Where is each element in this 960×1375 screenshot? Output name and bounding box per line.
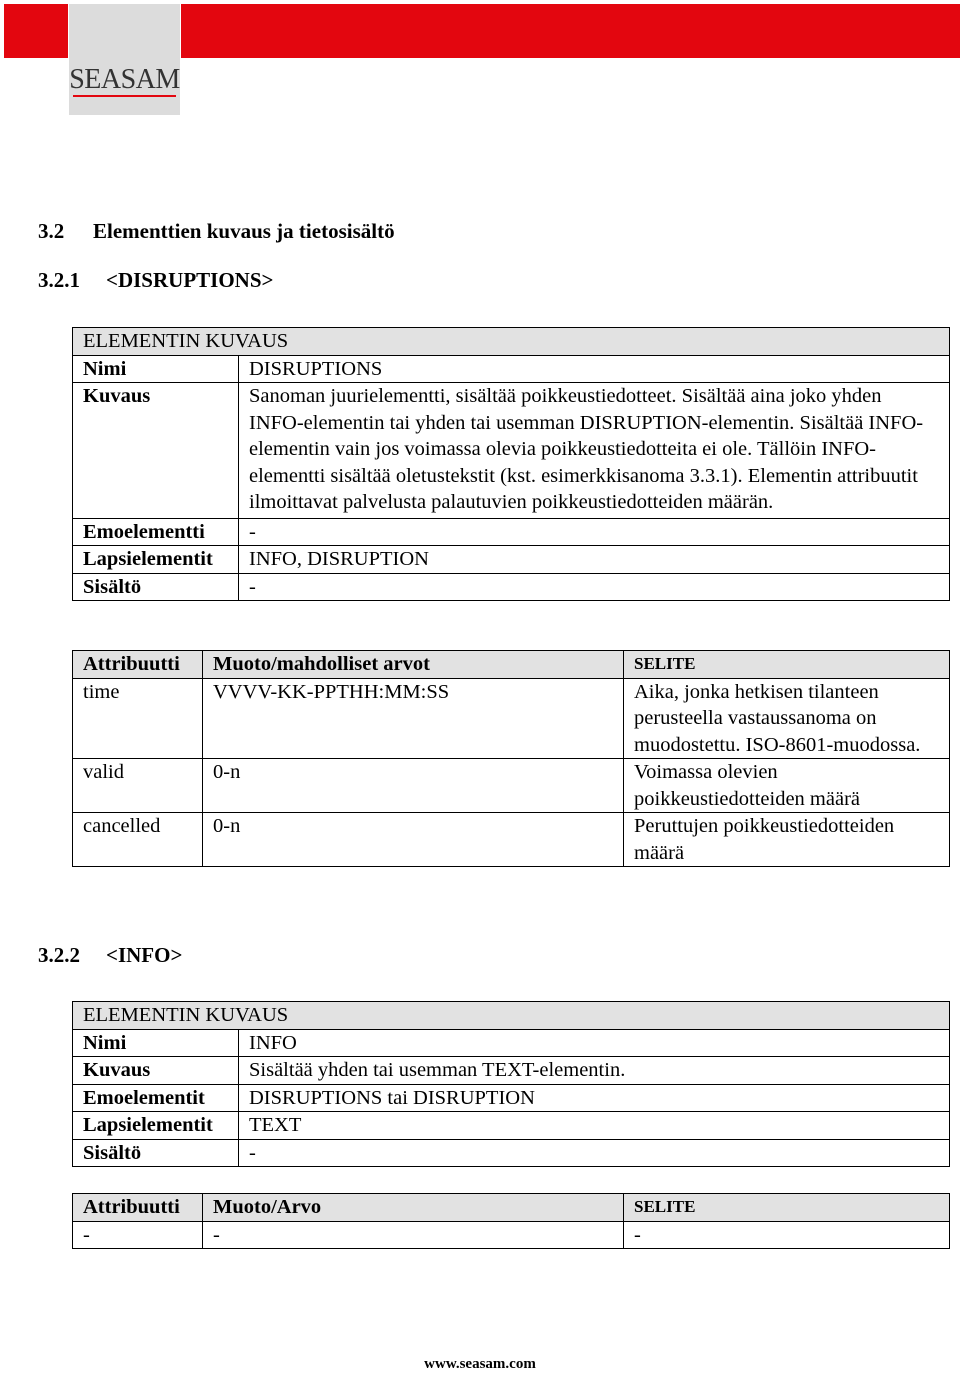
column-header: Attribuutti xyxy=(73,651,203,679)
element-table-header: ELEMENTIN KUVAUS xyxy=(73,1002,950,1030)
table-row: Sisältö - xyxy=(73,1139,950,1167)
table-row: Sisältö - xyxy=(73,573,950,601)
table-row: Emoelementti - xyxy=(73,518,950,546)
subsection-title: <DISRUPTIONS> xyxy=(106,268,274,292)
subsection-number: 3.2.1 xyxy=(38,268,80,292)
table-row: cancelled 0-n Peruttujen poikkeustiedotteiden määrä xyxy=(73,813,950,867)
subsection-heading-disruptions xyxy=(38,268,273,293)
info-attribute-table xyxy=(72,1193,950,1249)
table-row: time VVVV-KK-PPTHH:MM:SS Aika, jonka hetkisen tilanteen perusteella vastaussanoma on muodostettu. ISO-8601-muodossa. xyxy=(73,678,950,759)
disruptions-attribute-table xyxy=(72,650,950,867)
subsection-number: 3.2.2 xyxy=(38,943,80,967)
table-row: Nimi DISRUPTIONS xyxy=(73,355,950,383)
element-table-header: ELEMENTIN KUVAUS xyxy=(73,328,950,356)
column-header: SELITE xyxy=(624,651,950,679)
header-red-bar-left xyxy=(4,4,68,58)
logo-underline xyxy=(73,95,176,97)
info-element-table xyxy=(72,1001,950,1167)
logo-text: SEASAM xyxy=(69,64,180,95)
subsection-title: <INFO> xyxy=(106,943,183,967)
section-heading xyxy=(38,219,395,244)
table-row: - - - xyxy=(73,1221,950,1249)
column-header: Muoto/Arvo xyxy=(203,1194,624,1222)
header-red-bar-right xyxy=(181,4,960,58)
table-row: Kuvaus Sanoman juurielementti, sisältää poikkeustiedotteet. Sisältää aina joko yhden INFO-elementin tai yhden tai usemman DISRUPTION-elementin. Sisältää INFO-elementin vain jos voimassa olevia poikkeustiedotteita ei ole. Tällöin INFO-elementti sisältää oletustekstit (kst. esimerkkisanoma 3.3.1). Elementin attribuutit ilmoittavat palvelusta palautuvien poikkeustiedotteiden määrän. xyxy=(73,383,950,519)
column-header: SELITE xyxy=(624,1194,950,1222)
table-row: Lapsielementit TEXT xyxy=(73,1112,950,1140)
seasam-logo xyxy=(69,4,180,115)
disruptions-element-table xyxy=(72,327,950,601)
footer-url: www.seasam.com xyxy=(424,1356,536,1372)
section-number: 3.2 xyxy=(38,219,65,243)
subsection-heading-info xyxy=(38,943,182,968)
table-row: Nimi INFO xyxy=(73,1029,950,1057)
section-title: Elementtien kuvaus ja tietosisältö xyxy=(93,219,395,243)
table-row: Lapsielementit INFO, DISRUPTION xyxy=(73,546,950,574)
table-row: Emoelementit DISRUPTIONS tai DISRUPTION xyxy=(73,1084,950,1112)
table-row: valid 0-n Voimassa olevien poikkeustiedotteiden määrä xyxy=(73,759,950,813)
column-header: Muoto/mahdolliset arvot xyxy=(203,651,624,679)
table-row: Kuvaus Sisältää yhden tai usemman TEXT-elementin. xyxy=(73,1057,950,1085)
column-header: Attribuutti xyxy=(73,1194,203,1222)
